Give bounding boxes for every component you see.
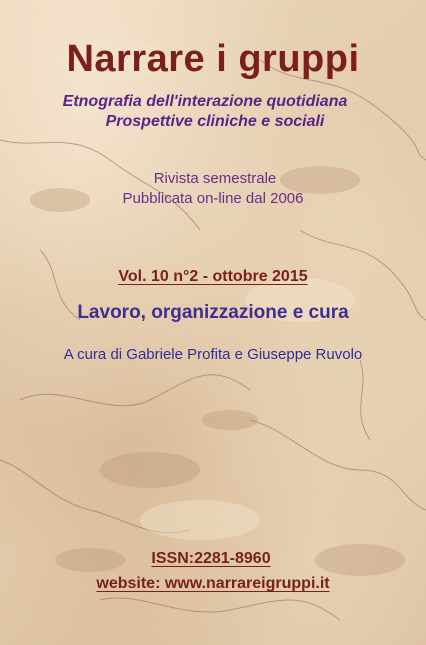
journal-title: Narrare i gruppi [66, 38, 360, 80]
issn-text[interactable]: ISSN:2281-8960 [151, 550, 271, 567]
issue-theme: Lavoro, organizzazione e cura [77, 302, 349, 323]
volume-issue [0, 268, 426, 286]
website-text[interactable]: website: www.narrareigruppi.it [96, 575, 330, 592]
website-link[interactable] [0, 575, 426, 593]
publication-frequency: Rivista semestrale [153, 170, 277, 187]
journal-subtitle-line2: Prospettive cliniche e sociali [105, 113, 325, 130]
issn-link[interactable] [0, 550, 424, 568]
issue-editors: A cura di Gabriele Profita e Giuseppe Ruvolo [63, 346, 363, 363]
volume-issue-text: Vol. 10 n°2 - ottobre 2015 [118, 268, 308, 285]
publication-start: Pubblicata on-line dal 2006 [122, 190, 304, 207]
journal-subtitle-line1: Etnografia dell'interazione quotidiana [62, 93, 348, 110]
